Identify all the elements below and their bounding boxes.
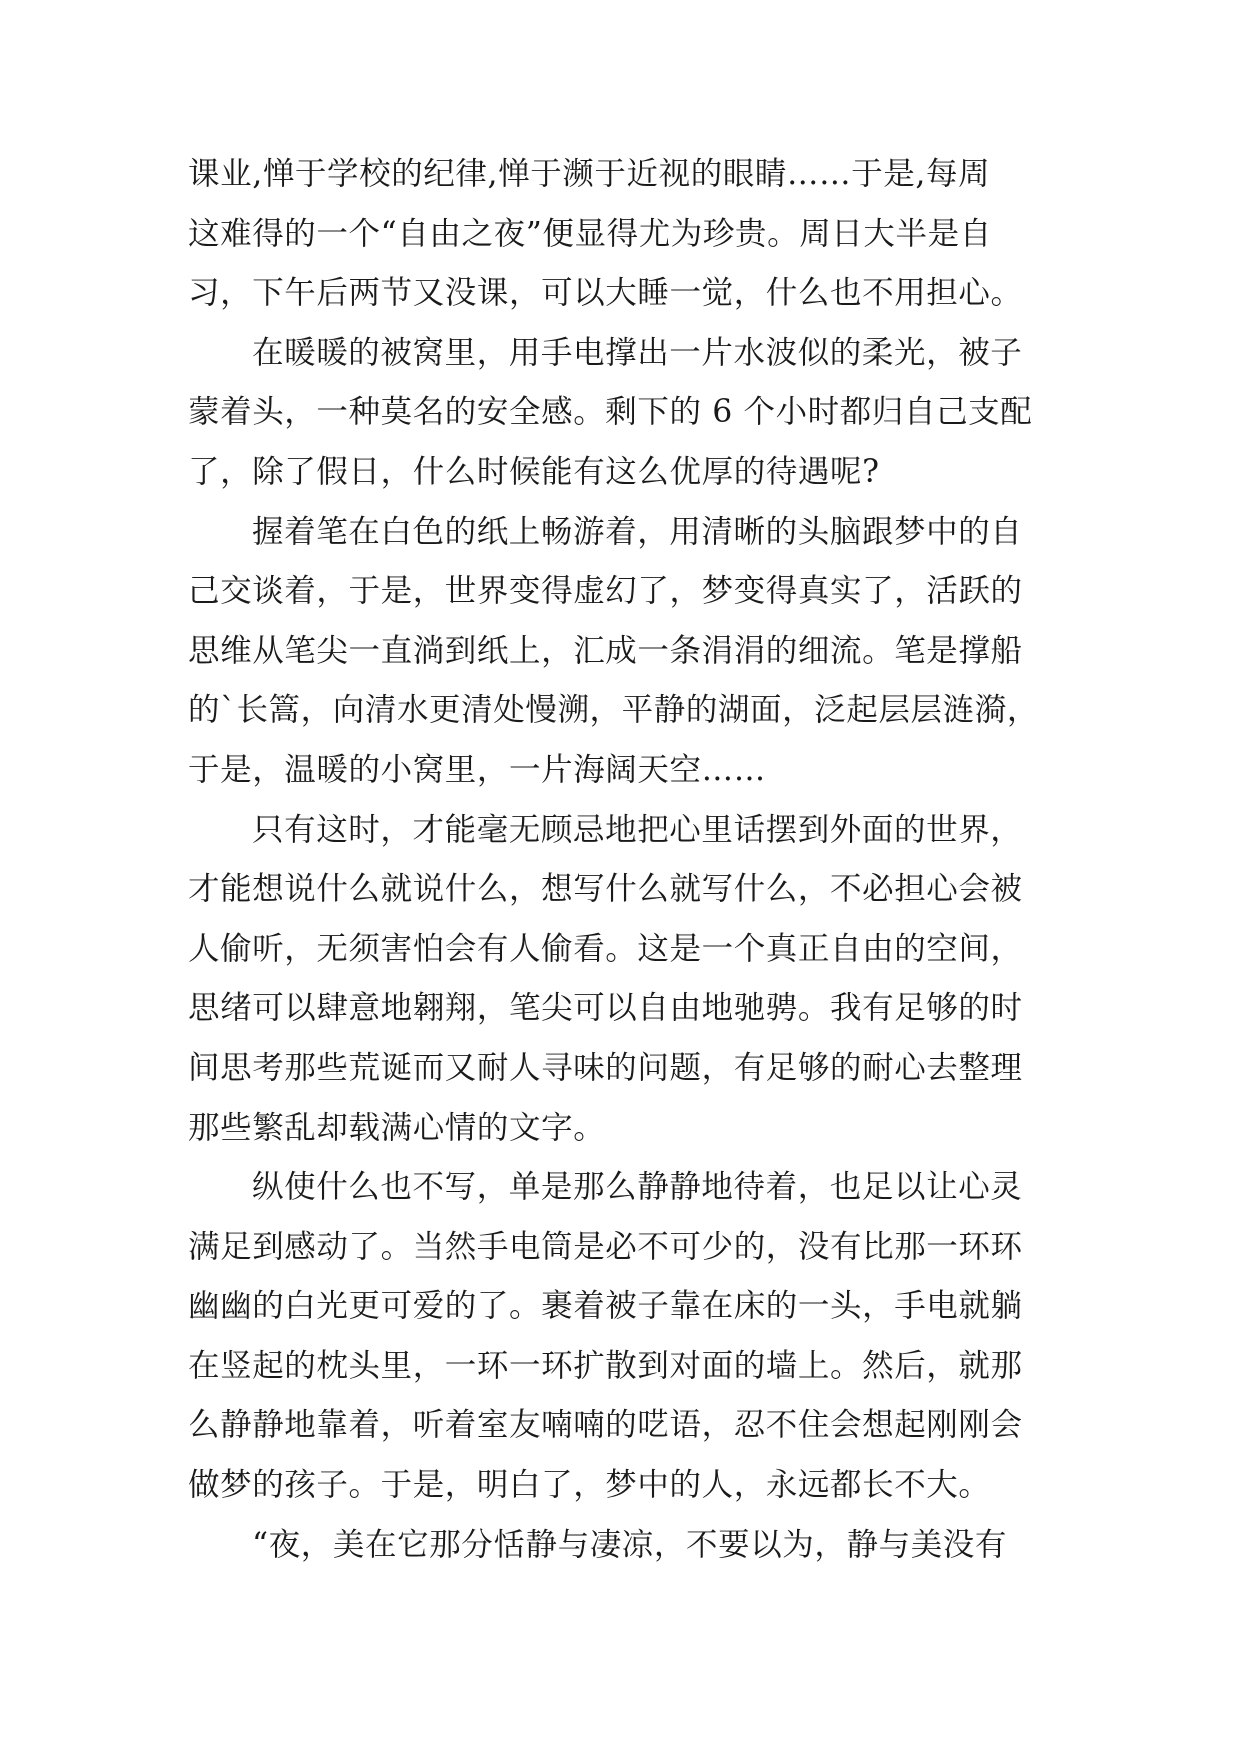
text-line: 人偷听，无须害怕会有人偷看。这是一个真正自由的空间，	[188, 930, 1023, 967]
paragraph-first-line: 握着笔在白色的纸上畅游着，用清晰的头脑跟梦中的自	[252, 513, 1023, 550]
text-line: 习，下午后两节又没课，可以大睡一觉，什么也不用担心。	[188, 275, 1023, 312]
paragraph-first-line: 纵使什么也不写，单是那么静静地待着，也足以让心灵	[252, 1169, 1023, 1206]
text-line: 那些繁乱却载满心情的文字。	[188, 1109, 606, 1146]
text-line: 了，除了假日，什么时候能有这么优厚的待遇呢?	[188, 453, 880, 490]
text-line: 幽幽的白光更可爱的了。裹着被子靠在床的一头，手电就躺	[188, 1288, 1023, 1325]
text-line: 于是，温暖的小窝里，一片海阔天空……	[188, 751, 766, 788]
text-line: 思绪可以肆意地翱翔，笔尖可以自由地驰骋。我有足够的时	[188, 990, 1023, 1027]
text-line: 么静静地靠着，听着室友喃喃的呓语，忍不住会想起刚刚会	[188, 1407, 1023, 1444]
paragraph-first-line: “夜，美在它那分恬静与凄凉，不要以为，静与美没有	[252, 1526, 1008, 1563]
text-line: 的`长篙，向清水更清处慢溯，平静的湖面，泛起层层涟漪，	[188, 692, 1039, 729]
text-line: 做梦的孩子。于是，明白了，梦中的人，永远都长不大。	[188, 1467, 991, 1504]
text-line: 满足到感动了。当然手电筒是必不可少的，没有比那一环环	[188, 1228, 1023, 1265]
text-line: 己交谈着，于是，世界变得虚幻了，梦变得真实了，活跃的	[188, 573, 1023, 610]
body-text	[188, 145, 1058, 1575]
text-line: 间思考那些荒诞而又耐人寻味的问题，有足够的耐心去整理	[188, 1049, 1023, 1086]
text-line: 蒙着头，一种莫名的安全感。剩下的 6 个小时都归自己支配	[188, 394, 1033, 431]
text-line: 在竖起的枕头里，一环一环扩散到对面的墙上。然后，就那	[188, 1347, 1023, 1384]
text-line: 才能想说什么就说什么，想写什么就写什么，不必担心会被	[188, 871, 1023, 908]
text-line: 这难得的一个“自由之夜”便显得尤为珍贵。周日大半是自	[188, 215, 992, 252]
paragraph-first-line: 在暖暖的被窝里，用手电撑出一片水波似的柔光，被子	[252, 334, 1023, 371]
paragraph-first-line: 只有这时，才能毫无顾忌地把心里话摆到外面的世界，	[252, 811, 1023, 848]
text-line: 思维从笔尖一直淌到纸上，汇成一条涓涓的细流。笔是撑船	[188, 632, 1023, 669]
text-line: 课业,惮于学校的纪律,惮于濒于近视的眼睛……于是,每周	[188, 156, 991, 192]
